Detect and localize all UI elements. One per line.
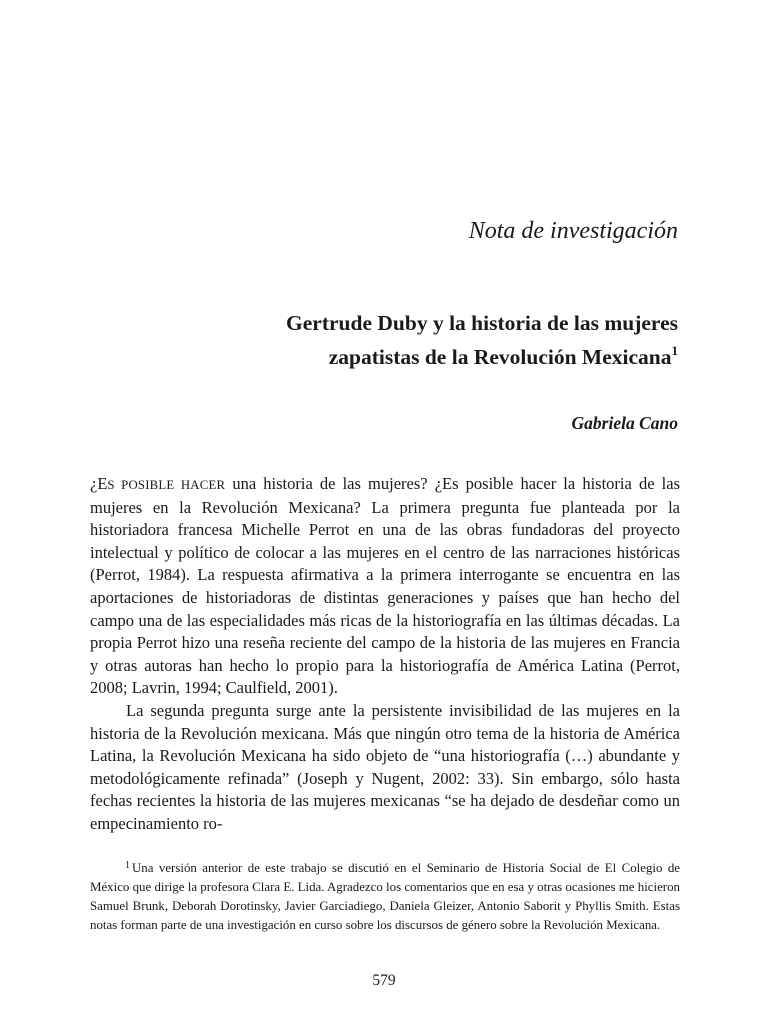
title-line-2: zapatistas de la Revolución Mexicana bbox=[328, 345, 672, 369]
paragraph-1-opening: ¿E bbox=[90, 474, 108, 493]
paragraph-1 bbox=[90, 473, 680, 700]
author-name: Gabriela Cano bbox=[571, 413, 678, 433]
paragraph-1-text: una historia de las mujeres? ¿Es posible hacer la historia de las mujeres en la Revolución Mexicana? La primera pregunta fue planteada por la historiadora francesa Michelle Perrot en una de las obras fundadoras del proyecto intelectual y político de colocar a las mujeres en el centro de las narraciones históricas (Perrot, 1984). La respuesta afirmativa a la primera interrogante se encuentra en las aportaciones de historiadoras de distintas generaciones y países que han hecho del campo una de las especialidades más ricas de la historiografía en las últimas décadas. La propia Perrot hizo una reseña reciente del campo de la historia de las mujeres en Francia y otras autoras han hecho lo propio para la historiografía de América Latina (Perrot, 2008; Lavrin, 1994; Caulfield, 2001). bbox=[90, 474, 680, 698]
title-line-1: Gertrude Duby y la historia de las mujeres bbox=[286, 311, 678, 335]
article-body bbox=[90, 473, 680, 836]
footnote bbox=[90, 856, 680, 935]
footnote-mark: 1 bbox=[125, 860, 130, 871]
paragraph-2: La segunda pregunta surge ante la persistente invisibilidad de las mujeres en la historia de la Revolución mexicana. Más que ningún otro tema de la historia de América Latina, la Revolución Mexicana ha sido objeto de “una historiografía (…) abundante y metodológicamente refinada” (Joseph y Nugent, 2002: 33). Sin embargo, sólo hasta fechas recientes la historia de las mujeres mexicanas “se ha dejado de desdeñar como un empecinamiento ro- bbox=[90, 700, 680, 833]
footnote-text: Una versión anterior de este trabajo se discutió en el Seminario de Historia Social de El Colegio de México que dirige la profesora Clara E. Lida. Agradezco los comentarios que en esa y otras ocasiones me hicieron Samuel Brunk, Deborah Dorotinsky, Javier Garciadiego, Daniela Gleizer, Antonio Saborit y Phyllis Smith. Estas notas forman parte de una investigación en curso sobre los discursos de género sobre la Revolución Mexicana. bbox=[90, 861, 680, 932]
paragraph-1-smallcaps: S POSIBLE HACER bbox=[107, 478, 226, 492]
page-number: 579 bbox=[372, 972, 396, 989]
section-label: Nota de investigación bbox=[468, 218, 678, 244]
title-footnote-mark: 1 bbox=[671, 343, 678, 358]
article-title bbox=[158, 310, 678, 371]
